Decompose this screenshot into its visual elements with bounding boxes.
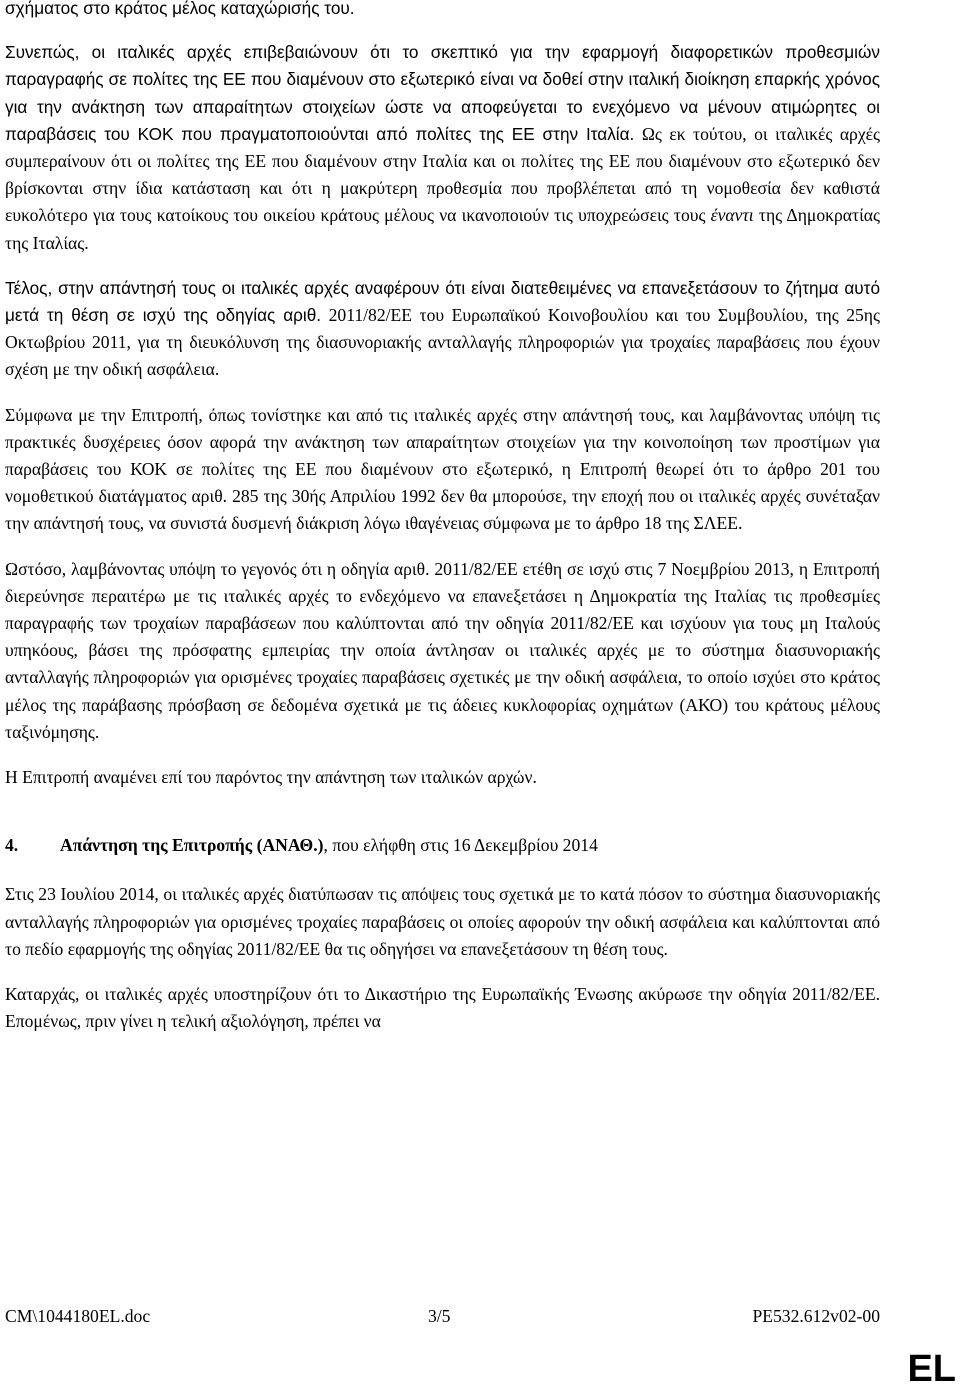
document-body	[5, 0, 880, 1054]
paragraph-1-part-2: Ως εκ τούτου, οι ιταλικές αρχές συμπεραίνουν ότι οι πολίτες της ΕΕ που διαμένουν στην Ιταλία και οι πολίτες της ΕΕ που διαμένουν στο εξωτερικό δεν βρίσκονται στην ίδια κατάσταση και ότι η μακρύτερη προθεσμία που προβλέπεται από τη νομοθεσία δεν καθιστά ευκολότερο για τους κατοίκους του οικείου κράτους μέλους να ικανοποιούν τις υποχρεώσεις τους	[5, 123, 881, 226]
paragraph-2	[5, 275, 880, 384]
paragraph-2-part-1: Τέλος, στην απάντησή τους οι ιταλικές αρχές αναφέρουν ότι είναι διατεθειμένες να επανεξετάσουν το ζήτημα αυτό μετά τη θέση σε ισχύ της οδηγίας αριθ.	[5, 277, 880, 326]
section-number: 4.	[5, 835, 19, 856]
footer-page-number: 3/5	[428, 1306, 451, 1326]
paragraph-4: Ωστόσο, λαμβάνοντας υπόψη το γεγονός ότι η οδηγία αριθ. 2011/82/ΕΕ ετέθη σε ισχύ στις 7 Νοεμβρίου 2013, η Επιτροπή διερεύνησε περαιτέρω με τις ιταλικές αρχές το ενδεχόμενο να επανεξετάσει η Δημοκρατία της Ιταλίας τις προθεσμίες παραγραφής των τροχαίων παραβάσεων που καλύπτονται από την οδηγία 2011/82/ΕΕ και ισχύουν για τους μη Ιταλούς υπηκόους, βάσει της πρόσφατης εμπειρίας την οποία άντλησαν οι ιταλικές αρχές με το σύστημα διασυνοριακής ανταλλαγής πληροφοριών για ορισμένες τροχαίες παραβάσεις σχετικές με την οδική ασφάλεια, το οποίο ισχύει στο κράτος μέλος της παράβασης πρόσβαση σε δεδομένα σχετικά με τις άδειες κυκλοφορίας οχημάτων (ΑΚΟ) του κράτους μέλους ταξινόμησης.	[5, 558, 880, 742]
footer-pe-ref: PE532.612v02-00	[752, 1306, 880, 1326]
paragraph-1	[5, 39, 880, 257]
paragraph-1-part-3: της Δημοκρατίας της Ιταλίας.	[5, 205, 880, 253]
language-tag: EL	[907, 1348, 956, 1390]
paragraph-3: Σύμφωνα με την Επιτροπή, όπως τονίστηκε και από τις ιταλικές αρχές στην απάντησή τους, και λαμβάνοντας υπόψη τις πρακτικές δυσχέρειες όσον αφορά την ανάκτηση των απαραίτητων στοιχείων για την κοινοποίηση των προστίμων για παραβάσεις του ΚΟΚ σε πολίτες της ΕΕ που διαμένουν στο εξωτερικό, η Επιτροπή θεωρεί ότι το άρθρο 201 του νομοθετικού διατάγματος αριθ. 285 της 30ής Απριλίου 1992 δεν θα μπορούσε, την εποχή που οι ιταλικές αρχές συνέταξαν την απάντησή τους, να συνιστά δυσμενή διάκριση λόγω ιθαγένειας σύμφωνα με το άρθρο 18 της ΣΛΕΕ.	[5, 404, 880, 534]
paragraph-intro: σχήματος στο κράτος μέλος καταχώρισής του.	[5, 0, 355, 18]
section-date: , που ελήφθη στις 16 Δεκεμβρίου 2014	[323, 835, 598, 856]
paragraph-5: Η Επιτροπή αναμένει επί του παρόντος την απάντηση των ιταλικών αρχών.	[5, 767, 537, 788]
footer-doc-ref: CM\1044180EL.doc	[5, 1306, 151, 1326]
paragraph-7: Καταρχάς, οι ιταλικές αρχές υποστηρίζουν ότι το Δικαστήριο της Ευρωπαϊκής Ένωσης ακύρωσε την οδηγία 2011/82/ΕΕ. Επομένως, πριν γίνει η τελική αξιολόγηση, πρέπει να	[5, 984, 880, 1032]
paragraph-6: Στις 23 Ιουλίου 2014, οι ιταλικές αρχές διατύπωσαν τις απόψεις τους σχετικά με το κατά πόσον το σύστημα διασυνοριακής ανταλλαγής πληροφοριών για ορισμένες τροχαίες παραβάσεις οι οποίες αφορούν την οδική ασφάλεια και καλύπτονται από το πεδίο εφαρμογής της οδηγίας 2011/82/ΕΕ θα τις οδηγήσει να επανεξετάσουν τη θέση τους.	[5, 884, 880, 959]
section-heading	[5, 832, 880, 859]
paragraph-1-italic: έναντι	[710, 205, 754, 226]
paragraph-2-part-2: 2011/82/ΕΕ του Ευρωπαϊκού Κοινοβουλίου και του Συμβουλίου, της 25ης Οκτωβρίου 2011, για τη διευκόλυνση της διασυνοριακής ανταλλαγής πληροφοριών για τροχαίες παραβάσεις που έχουν σχέση με την οδική ασφάλεια.	[5, 305, 880, 380]
paragraph-1-part-1: Συνεπώς, οι ιταλικές αρχές επιβεβαιώνουν ότι το σκεπτικό για την εφαρμογή διαφορετικών προθεσμιών παραγραφής σε πολίτες της ΕΕ που διαμένουν στο εξωτερικό είναι να δοθεί στην ιταλική διοίκηση επαρκής χρόνος για την ανάκτηση των απαραίτητων στοιχείων ώστε να αποφεύγεται το ενεχόμενο να μένουν ατιμώρητες οι παραβάσεις του ΚΟΚ που πραγματοποιούνται από πολίτες της ΕΕ στην Ιταλία.	[5, 42, 880, 144]
section-title: Απάντηση της Επιτροπής (ΑΝΑΘ.)	[60, 835, 324, 856]
